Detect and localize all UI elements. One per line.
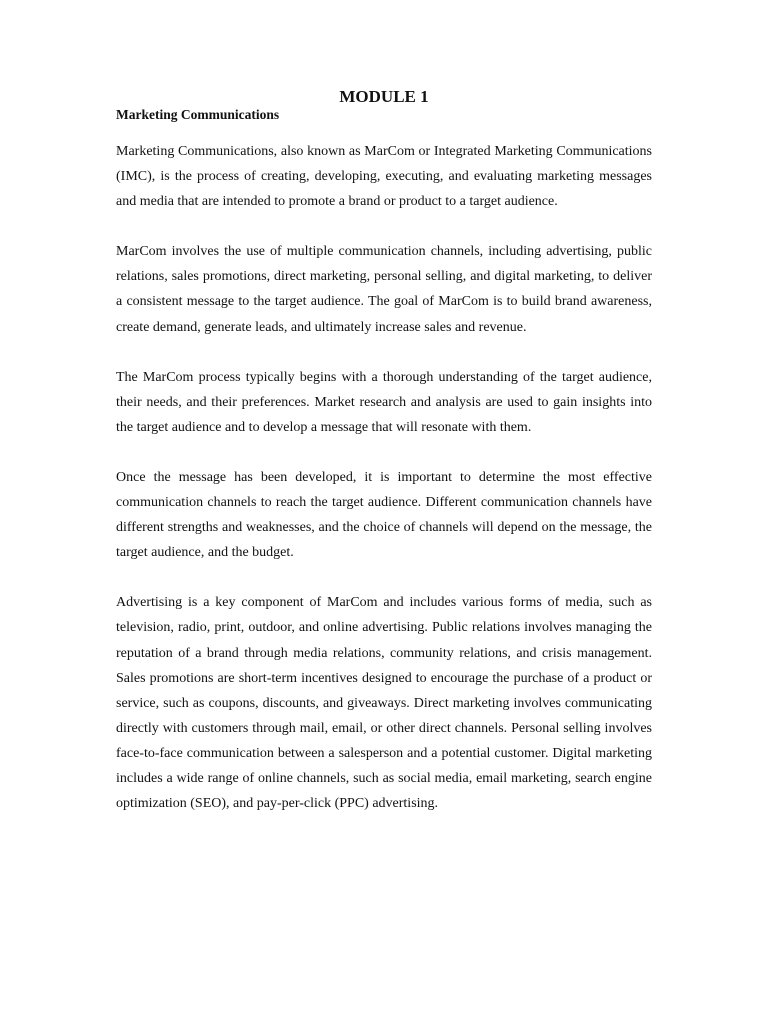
- paragraph-5: Advertising is a key component of MarCom and includes various forms of media, such as television, radio, print, outdoor, and online advertising. Public relations involves managing the reputation of a brand through media relations, community relations, and crisis management. Sales promotions are short-term incentives designed to encourage the purchase of a product or service, such as coupons, discounts, and giveaways. Direct marketing involves communicating directly with customers through mail, email, or other direct channels. Personal selling involves face-to-face communication between a salesperson and a potential customer. Digital marketing includes a wide range of online channels, such as social media, email marketing, search engine optimization (SEO), and pay-per-click (PPC) advertising.: [116, 595, 652, 812]
- document-body: [116, 139, 652, 841]
- paragraph-1: Marketing Communications, also known as MarCom or Integrated Marketing Communications (IMC), is the process of creating, developing, executing, and evaluating marketing messages and media that are intended to promote a brand or product to a target audience.: [116, 144, 652, 210]
- page-title: MODULE 1: [339, 87, 429, 106]
- paragraph-2: MarCom involves the use of multiple communication channels, including advertising, public relations, sales promotions, direct marketing, personal selling, and digital marketing, to deliver a consistent message to the target audience. The goal of MarCom is to build brand awareness, create demand, generate leads, and ultimately increase sales and revenue.: [116, 244, 652, 335]
- paragraph-3: The MarCom process typically begins with a thorough understanding of the target audience, their needs, and their preferences. Market research and analysis are used to gain insights into the target audience and to develop a message that will resonate with them.: [116, 369, 652, 435]
- section-heading: Marketing Communications: [116, 107, 280, 122]
- paragraph-4: Once the message has been developed, it is important to determine the most effective communication channels to reach the target audience. Different communication channels have different strengths and weaknesses, and the choice of channels will depend on the message, the target audience, and the budget.: [116, 469, 652, 561]
